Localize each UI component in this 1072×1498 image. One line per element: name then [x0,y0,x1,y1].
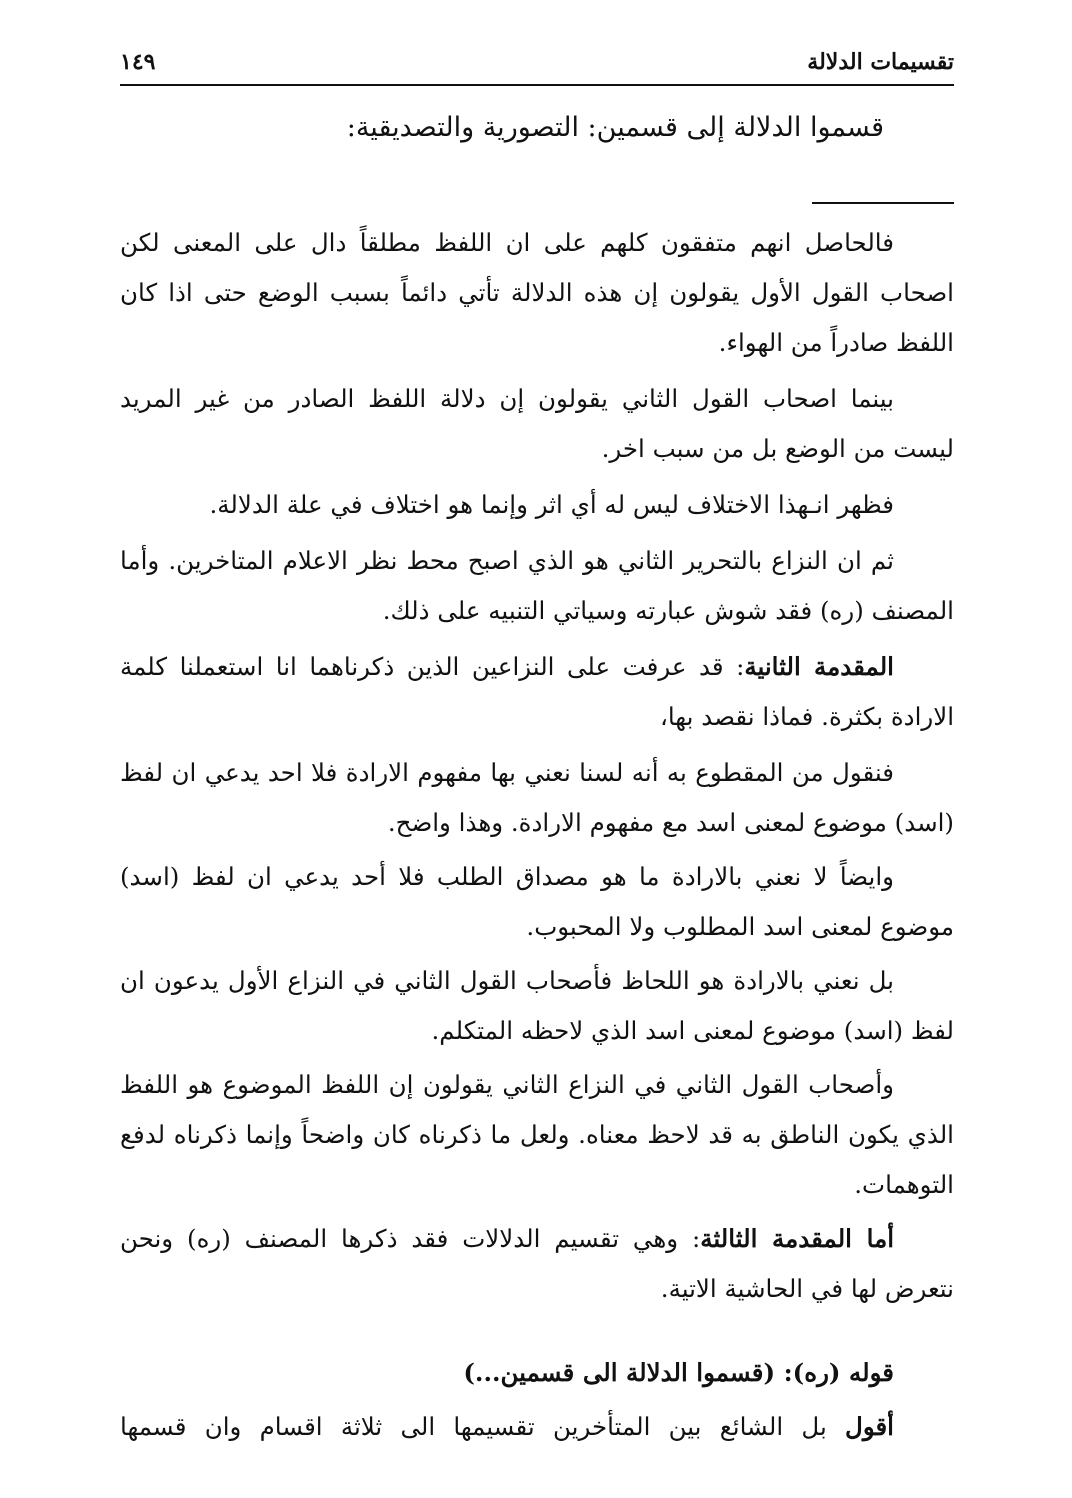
third-premise-text: : وهي تقسيم الدلالات فقد ذكرها المصنف (ره) ونحن نتعرض لها في الحاشية الاتية. [120,1224,954,1303]
third-premise-label: أما المقدمة الثالثة [700,1224,894,1253]
main-text-block [120,104,954,152]
final-paragraph-text: بل الشائع بين المتأخرين تقسيمها الى ثلاثة اقسام وان قسمها [120,1412,846,1441]
note-paragraph-3: فظهر انـهذا الاختلاف ليس له أي اثر وإنما هو اختلاف في علة الدلالة. [209,490,894,519]
final-paragraph [120,1402,954,1452]
notes-block [120,218,954,1452]
footnote-divider [812,202,954,204]
quote-line: قوله (ره): (قسموا الدلالة الى قسمين...) [463,1358,894,1387]
note-paragraph-1: فالحاصل انهم متفقون كلهم على ان اللفظ مطلقاً دال على المعنى لكن اصحاب القول الأول يقولون إن هذه الدلالة تأتي دائماً بسبب الوضع حتى اذا كان اللفظ صادراً من الهواء. [120,228,954,357]
note-paragraph-6: فنقول من المقطوع به أنه لسنا نعني بها مفهوم الارادة فلا احد يدعي ان لفظ (اسد) موضوع لمعنى اسد مع مفهوم الارادة. وهذا واضح. [120,758,954,837]
note-paragraph-2: بينما اصحاب القول الثاني يقولون إن دلالة اللفظ الصادر من غير المريد ليست من الوضع بل من سبب اخر. [120,384,954,463]
running-title: تقسيمات الدلالة [807,49,954,75]
running-header [120,40,954,86]
second-premise-text: : قد عرفت على النزاعين الذين ذكرناهما انا استعملنا كلمة الارادة بكثرة. فماذا نقصد بها، [120,652,954,731]
note-paragraph-8: بل نعني بالارادة هو اللحاظ فأصحاب القول الثاني في النزاع الأول يدعون ان لفظ (اسد) موضوع لمعنى اسد الذي لاحظه المتكلم. [120,966,954,1045]
note-paragraph-9: وأصحاب القول الثاني في النزاع الثاني يقولون إن اللفظ الموضوع هو اللفظ الذي يكون الناطق به قد لاحظ معناه. ولعل ما ذكرناه كان واضحاً وإنما ذكرناه لدفع التوهمات. [120,1070,954,1199]
note-paragraph-5 [120,642,954,742]
page-number: ١٤٩ [120,49,156,75]
note-paragraph-10 [120,1214,954,1314]
note-paragraph-4: ثم ان النزاع بالتحرير الثاني هو الذي اصبح محط نظر الاعلام المتاخرين. وأما المصنف (ره) فقد شوش عبارته وسياتي التنبيه على ذلك. [120,546,954,625]
second-premise-label: المقدمة الثانية [744,652,894,681]
note-paragraph-7: وايضاً لا نعني بالارادة ما هو مصداق الطلب فلا أحد يدعي ان لفظ (اسد) موضوع لمعنى اسد المطلوب ولا المحبوب. [120,862,954,941]
final-paragraph-label: أقول [845,1412,894,1441]
main-text-line: قسموا الدلالة إلى قسمين: التصورية والتصديقية: [346,112,884,143]
